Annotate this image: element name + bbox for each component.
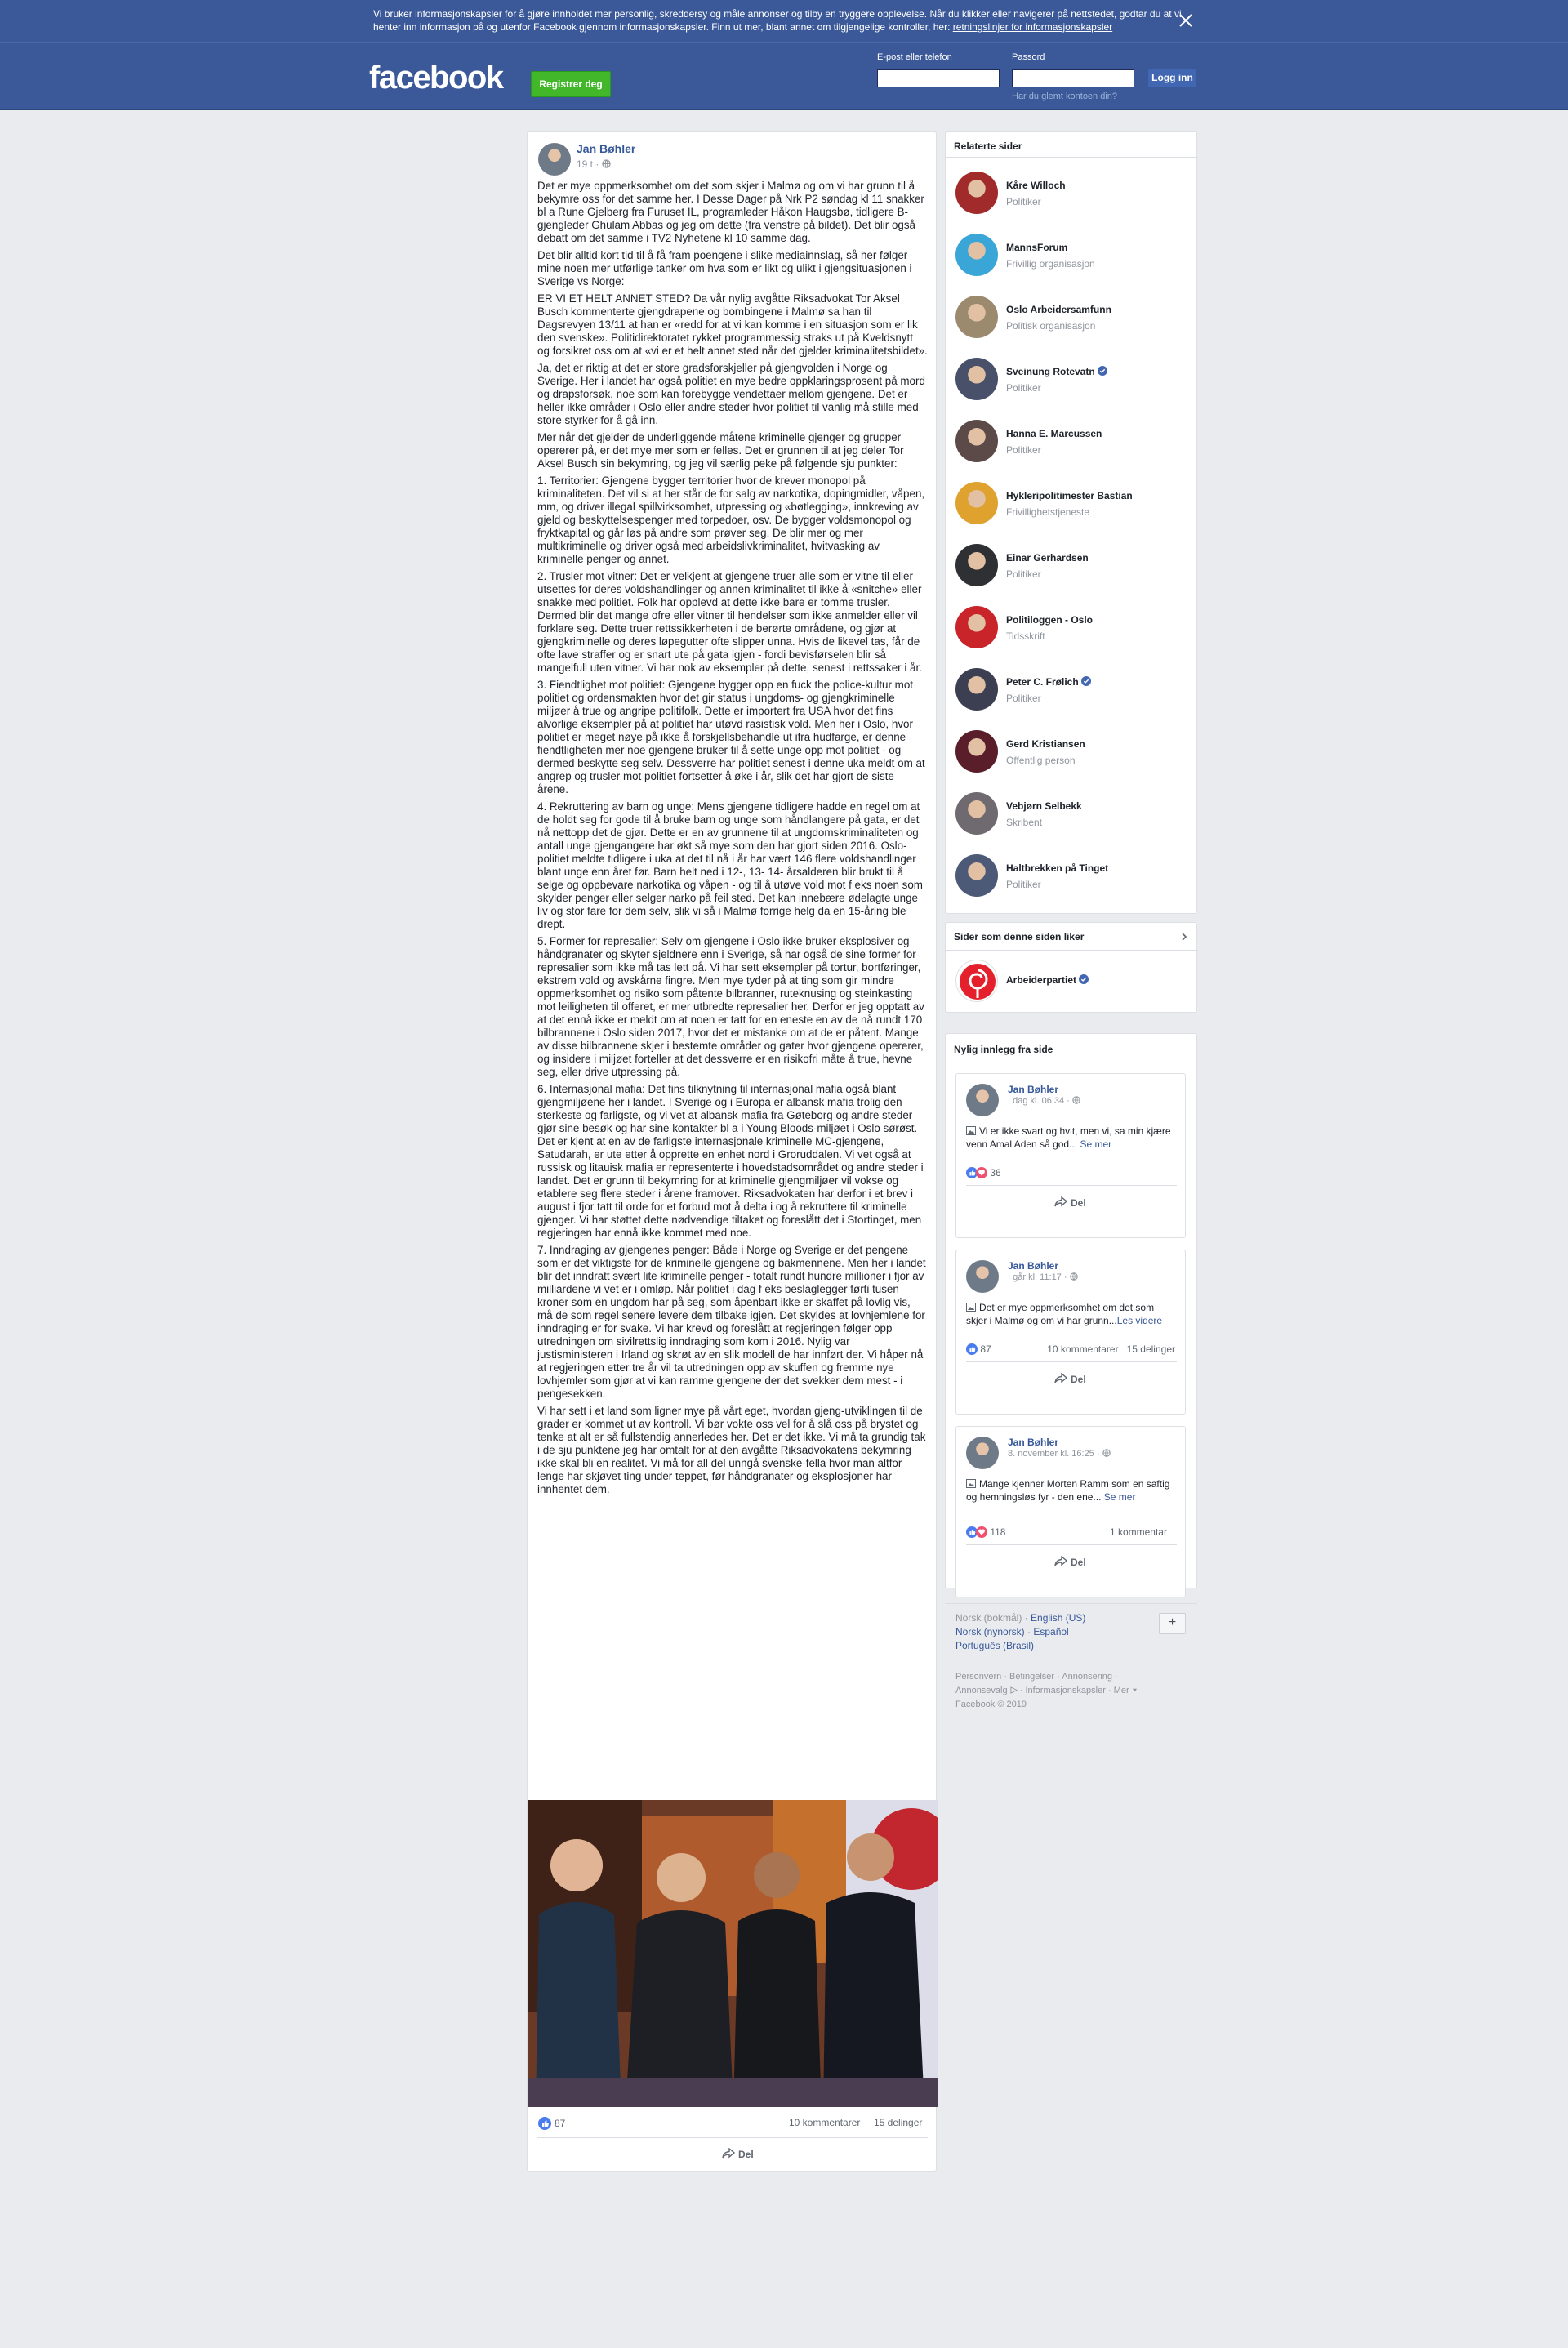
language-option[interactable]: English (US) bbox=[1031, 1612, 1086, 1624]
related-page-name[interactable]: Vebjørn Selbekk bbox=[1006, 800, 1082, 812]
password-field[interactable] bbox=[1012, 69, 1134, 87]
related-page-name[interactable]: MannsForum bbox=[1006, 242, 1068, 253]
share-count[interactable]: 15 delinger bbox=[874, 2117, 923, 2128]
related-page-category: Politiker bbox=[1006, 196, 1041, 207]
image-icon bbox=[966, 1479, 976, 1488]
related-page-category: Frivillig organisasjon bbox=[1006, 258, 1095, 270]
post-paragraph: Mer når det gjelder de underliggende måtene kriminelle gjenger og grupper opererer på, er det mye mer som er felles. Det er grunnen til at jeg deler Tor Aksel Busch sin bekymring, og jeg vil særlig peke på følgende sju punkter: bbox=[537, 431, 904, 470]
main-post bbox=[527, 131, 937, 2172]
liked-pages-panel bbox=[945, 922, 1197, 1013]
related-page-item[interactable] bbox=[956, 792, 1192, 841]
globe-icon bbox=[1070, 1272, 1078, 1281]
post-text bbox=[537, 180, 928, 1500]
reaction-count[interactable]: 118 bbox=[966, 1526, 1005, 1538]
share-icon bbox=[1054, 1373, 1067, 1384]
related-page-item[interactable] bbox=[956, 606, 1192, 655]
related-page-name[interactable]: Haltbrekken på Tinget bbox=[1006, 862, 1109, 874]
related-page-name[interactable]: Peter C. Frølich bbox=[1006, 676, 1091, 688]
footer-link[interactable]: Betingelser bbox=[1009, 1672, 1055, 1682]
related-page-item[interactable] bbox=[956, 172, 1192, 221]
post-paragraph: Vi har sett i et land som ligner mye på vårt eget, hvordan gjeng-utviklingen til de grader er kommet ut av kontroll. Vi bør vokte oss vel for å slå oss på brystet og tenke at alt er så fullstendig annerledes her. Det er det ikke. Vi må ta grundig tak i de sju punktene jeg har omtalt for at den avgåtte Riksadvokatens bekymring ikke skal bli en realitet. Vi må for all del unngå svenske-fella hvor man altfor lenge har skjøvet ting under teppet, før håndgranater og eksplosjoner har innhentet dem. bbox=[537, 1405, 926, 1495]
liked-pages-title[interactable]: Sider som denne siden liker bbox=[954, 931, 1085, 942]
comment-count[interactable]: 10 kommentarer bbox=[789, 2117, 861, 2128]
post-author[interactable]: Jan Bøhler bbox=[577, 142, 636, 155]
recent-post-author[interactable]: Jan Bøhler bbox=[1008, 1260, 1059, 1272]
related-page-item[interactable] bbox=[956, 482, 1192, 531]
chevron-right-icon[interactable] bbox=[1179, 932, 1189, 942]
top-bar bbox=[0, 43, 1568, 110]
recent-post-time[interactable]: I går kl. 11:17 · bbox=[1008, 1272, 1078, 1282]
related-page-name[interactable]: Kåre Willoch bbox=[1006, 180, 1066, 191]
divider bbox=[966, 1361, 1177, 1362]
share-icon bbox=[1054, 1196, 1067, 1208]
avatar[interactable] bbox=[956, 358, 998, 400]
see-more-link[interactable]: Les videre bbox=[1116, 1315, 1163, 1326]
related-page-name[interactable]: Gerd Kristiansen bbox=[1006, 738, 1085, 750]
recent-post-time[interactable]: I dag kl. 06:34 · bbox=[1008, 1096, 1080, 1106]
related-page-category: Skribent bbox=[1006, 817, 1043, 828]
related-page-name[interactable]: Sveinung Rotevatn bbox=[1006, 366, 1107, 377]
avatar[interactable] bbox=[956, 172, 998, 214]
language-option[interactable]: Español bbox=[1033, 1626, 1069, 1637]
related-page-category: Politisk organisasjon bbox=[1006, 320, 1096, 332]
related-page-category: Tidsskrift bbox=[1006, 630, 1045, 642]
recent-post-card bbox=[956, 1073, 1186, 1238]
avatar[interactable] bbox=[956, 420, 998, 462]
rose-logo-icon bbox=[956, 960, 998, 1002]
related-page-item[interactable] bbox=[956, 296, 1192, 345]
related-page-name[interactable]: Hanna E. Marcussen bbox=[1006, 428, 1102, 439]
photo-illustration bbox=[528, 1800, 938, 2107]
globe-icon bbox=[602, 159, 611, 168]
verified-icon bbox=[1098, 366, 1107, 376]
post-paragraph: 3. Fiendtlighet mot politiet: Gjengene bygger opp en fuck the police-kultur mot politiet og ordensmakten hvor det gir status i ungdoms- og gjengkriminelle miljøer å true og angripe politifolk. Dette er importert fra USA hvor det fins alvorlige eksempler på at politiet har utøvd rasistisk vold. Men her i Oslo, hvor politiet er meget nøye på ikke å forskjellsbehandle ut ifra hudfarge, er denne fiendtligheten mer noe gjengene bruker til å sette unge opp mot politiet - og dermed beskytte seg selv. Dessverre har politiet senest i denne uka meldt om at angrep og trusler mot politiet fortsetter å øke i år, slik det har gjort de siste årene. bbox=[537, 679, 925, 795]
footer: Personvern · Betingelser · Annonsering · Annonsevalg · Informasjonskapsler · Mer Facebook © 2019 bbox=[956, 1670, 1192, 1712]
share-icon bbox=[722, 2148, 735, 2159]
post-time[interactable]: 19 t · bbox=[577, 158, 611, 170]
engagement-counts[interactable]: 10 kommentarer 15 delinger bbox=[1047, 1343, 1175, 1355]
post-paragraph: 6. Internasjonal mafia: Det fins tilknytning til internasjonal mafia også blant gjengmiljøene her i landet. I Sverige og i Europa er albansk mafia trolig den sterkeste og farligste, og vi vet at albansk mafia fra Gøteborg og andre steder gjør sine besøk og har sine kontakter bl a i Young Bloods-miljøet i Oslo sørøst. Det er kjent at en av de farligste internasjonale kriminelle MC-gjengene, Satudarah, er ute etter å opprette en enhet nord i Groruddalen. Vi vet også at russisk og litauisk mafia er representerte i hovedstadsområdet og andre steder i landet. Det er grunn til bekymring for at kriminelle gjengmiljøer vil vokse og etablere seg flere steder i årene framover. Riksadvokaten har derfor i et brev i august i fjor tatt til orde for et forbud mot å delta i og å rekruttere til kriminelle gjenger. Vi har støttet dette nødvendige tiltaket og foreslått det i Stortinget, men regjeringen har ennå ikke kommet med noe. bbox=[537, 1083, 924, 1239]
avatar[interactable] bbox=[966, 1437, 999, 1469]
related-page-item[interactable] bbox=[956, 730, 1192, 779]
post-paragraph: 7. Inndraging av gjengenes penger: Både i Norge og Sverige er det pengene som er det viktigste for de kriminelle gjengene og bakmennene. Men her i landet blir det inndratt svært lite kriminelle penger - totalt rundt hundre millioner i fjor av milliardene vi vet er i omløp. Når politiet i dag f eks beslaglegger førti tusen kroner som en ungdom har på seg, som åpenbart ikke er skaffet på lovlig vis, må de som regel senere levere dem tilbake igjen. Det skyldes at lovhjemlene for inndraging er for svake. Vi har krevd og foreslått at regjeringen følger opp utredningen om sivilrettslig inndraging som kom i 2016. Nylig var justisministeren i Irland og skrøt av en slik modell de har innført der. Vi håper nå at regjeringen etter tre år vil ta utredningen opp av skuffen og fremme nye lovhjemler som gjør at vi kan ramme gjengene der det svekker dem mest - i pengesekken. bbox=[537, 1244, 926, 1400]
divider bbox=[966, 1185, 1177, 1186]
add-language-button[interactable]: + bbox=[1159, 1613, 1186, 1634]
related-page-item[interactable] bbox=[956, 358, 1192, 407]
footer-link[interactable]: Annonsevalg bbox=[956, 1686, 1018, 1695]
cookie-policy-link[interactable]: retningslinjer for informasjonskapsler bbox=[952, 21, 1113, 33]
related-page-category: Politiker bbox=[1006, 693, 1041, 704]
cookie-text: Vi bruker informasjonskapsler for å gjøre innholdet mer personlig, skreddersy og måle annonser og tilby en tryggere opplevelse. Når du klikker eller navigerer på nettstedet, godtar du at vi henter inn informasjon på og utenfor Facebook gjennom informasjonskapsler. Finn ut mer, blant annet om tilgjengelige kontroller, her: retningslinjer for informasjonskapsler bbox=[373, 8, 1182, 33]
share-icon bbox=[1054, 1556, 1067, 1567]
like-reaction-icon bbox=[966, 1343, 978, 1355]
see-more-link[interactable]: Se mer bbox=[1077, 1138, 1112, 1150]
divider bbox=[945, 1603, 1197, 1604]
verified-icon bbox=[1081, 676, 1091, 686]
avatar[interactable] bbox=[956, 960, 998, 1002]
liked-page-item[interactable] bbox=[956, 960, 1192, 1009]
login-button[interactable]: Logg inn bbox=[1147, 69, 1197, 87]
post-paragraph: Det blir alltid kort tid til å få fram poengene i slike mediainnslag, så her følger mine noen mer utførlige tanker om hva som er likt og ulikt i gjengsituasjonen i Sverige vs Norge: bbox=[537, 249, 912, 287]
engagement-counts[interactable] bbox=[1167, 1167, 1175, 1178]
divider bbox=[966, 1544, 1177, 1545]
related-page-category: Politiker bbox=[1006, 444, 1041, 456]
verified-icon bbox=[1079, 974, 1089, 984]
related-pages-panel bbox=[945, 131, 1197, 914]
recent-post-author[interactable]: Jan Bøhler bbox=[1008, 1437, 1059, 1448]
footer-link[interactable]: Annonsering bbox=[1062, 1672, 1113, 1682]
reaction-count[interactable]: 87 bbox=[966, 1343, 991, 1355]
related-page-item[interactable] bbox=[956, 854, 1192, 903]
post-paragraph: 4. Rekruttering av barn og unge: Mens gjengene tidligere hadde en regel om at de holdt seg for gode til å bruke barn og unge som håndlangere på gata, er det nå nettopp det de gjør. Dette er en av grunnene til at ungdomskriminaliteten og antall unge gjengangere har økt så mye som den har gjort siden 2016. Oslo-politiet meldte tidligere i uka at det til nå i år har vært 146 flere voldshandlinger blant unge enn året før. Barn helt ned i 12-, 13- 14- årsalderen blir brukt til å selge og oppbevare narkotika og våpen - og til å utøve vold mot f eks noen som skylder penger eller selger narko på feil sted. Det kan innebære ødelagte unge liv og stor fare for dem selv, slik vi så i Malmø forrige helg da en 15-åring ble drept. bbox=[537, 800, 923, 930]
divider bbox=[946, 950, 1198, 951]
related-page-name[interactable]: Hykleripolitimester Bastian bbox=[1006, 490, 1133, 501]
avatar[interactable] bbox=[956, 296, 998, 338]
liked-page-name[interactable]: Arbeiderpartiet bbox=[1006, 974, 1089, 986]
image-icon bbox=[966, 1303, 976, 1312]
avatar[interactable] bbox=[538, 143, 571, 176]
recent-posts-title: Nylig innlegg fra side bbox=[954, 1044, 1054, 1055]
avatar[interactable] bbox=[956, 792, 998, 835]
avatar[interactable] bbox=[956, 730, 998, 773]
language-panel bbox=[945, 1603, 1197, 1664]
copyright: Facebook © 2019 bbox=[956, 1700, 1027, 1709]
close-icon[interactable] bbox=[1176, 11, 1196, 30]
recent-post-text: Vi er ikke svart og hvit, men vi, sa min kjære venn Amal Aden så god... Se mer bbox=[966, 1125, 1171, 1150]
divider bbox=[946, 157, 1198, 158]
footer-link[interactable]: Informasjonskapsler bbox=[1025, 1686, 1106, 1695]
love-reaction-icon bbox=[976, 1167, 987, 1178]
related-pages-title: Relaterte sider bbox=[954, 140, 1022, 152]
post-paragraph: Det er mye oppmerksomhet om det som skjer i Malmø og om vi har grunn til å bekymre oss for det samme her. I Desse Dager på Nrk P2 søndag kl 11 snakker bl a Rune Gjelberg fra Furuset IL, programleder Håkon Haugsbø, tidligere B-gjengleder Ghulam Abbas og jeg om dette (fra venstre på bildet). Det blir også debatt om det samme i TV2 Nyhetene kl 10 samme dag. bbox=[537, 180, 924, 244]
avatar[interactable] bbox=[956, 606, 998, 648]
related-page-name[interactable]: Einar Gerhardsen bbox=[1006, 552, 1089, 564]
recent-post-time[interactable]: 8. november kl. 16:25 · bbox=[1008, 1449, 1111, 1459]
avatar[interactable] bbox=[956, 854, 998, 897]
recent-post-author[interactable]: Jan Bøhler bbox=[1008, 1084, 1059, 1095]
avatar[interactable] bbox=[966, 1084, 999, 1116]
avatar[interactable] bbox=[956, 482, 998, 524]
post-paragraph: ER VI ET HELT ANNET STED? Da vår nylig avgåtte Riksadvokat Tor Aksel Busch kommenterte gjengdrapene og bombingene i Malmø sa han til Dagsrevyen 13/11 at han er «redd for at vi kan komme i en situasjon som er lik den svenske». Politidirektoratet rykket programmessig straks ut på Kveldsnytt og forsikret oss om at «vi er et helt annet sted når det gjelder kriminalitetsbildet». bbox=[537, 292, 928, 357]
share-button[interactable]: Del bbox=[722, 2148, 754, 2160]
see-more-link[interactable]: Se mer bbox=[1101, 1491, 1136, 1503]
related-page-item[interactable] bbox=[956, 234, 1192, 283]
avatar[interactable] bbox=[966, 1260, 999, 1293]
footer-link[interactable]: Mer bbox=[1113, 1686, 1129, 1695]
love-reaction-icon bbox=[976, 1526, 987, 1538]
register-button[interactable]: Registrer deg bbox=[531, 71, 611, 97]
reaction-count[interactable]: 87 bbox=[538, 2117, 565, 2130]
avatar[interactable] bbox=[956, 544, 998, 586]
recent-post-text: Det er mye oppmerksomhet om det som skjer i Malmø og om vi har grunn...Les videre bbox=[966, 1302, 1163, 1326]
password-label: Passord bbox=[1012, 52, 1045, 62]
globe-icon bbox=[1102, 1449, 1111, 1457]
share-button[interactable]: Del bbox=[1054, 1373, 1086, 1385]
email-field[interactable] bbox=[877, 69, 1000, 87]
post-photo[interactable] bbox=[528, 1800, 938, 2107]
language-option[interactable]: Norsk (nynorsk) bbox=[956, 1626, 1025, 1637]
caret-down-icon bbox=[1132, 1687, 1138, 1693]
like-reaction-icon bbox=[538, 2117, 551, 2130]
share-button[interactable]: Del bbox=[1054, 1196, 1086, 1209]
language-option[interactable]: Português (Brasil) bbox=[956, 1640, 1035, 1651]
language-current: Norsk (bokmål) bbox=[956, 1612, 1022, 1624]
related-page-category: Politiker bbox=[1006, 382, 1041, 394]
related-page-item[interactable] bbox=[956, 420, 1192, 469]
adchoices-icon bbox=[1010, 1686, 1018, 1694]
engagement-counts[interactable]: 1 kommentar bbox=[1109, 1526, 1167, 1538]
reaction-count[interactable]: 36 bbox=[966, 1167, 1001, 1178]
related-page-item[interactable] bbox=[956, 668, 1192, 717]
image-icon bbox=[966, 1126, 976, 1135]
footer-link[interactable]: Personvern bbox=[956, 1672, 1002, 1682]
related-page-category: Politiker bbox=[1006, 568, 1041, 580]
related-page-category: Frivillighetstjeneste bbox=[1006, 506, 1090, 518]
cookie-banner bbox=[0, 0, 1568, 43]
language-list: Norsk (bokmål) · English (US) Norsk (nynorsk) · Español Português (Brasil) bbox=[956, 1612, 1086, 1651]
post-paragraph: 2. Trusler mot vitner: Det er velkjent at gjengene truer alle som er vitne til eller utsettes for deres voldshandlinger og annen kriminalitet til ikke å «snitche» eller snakke med politiet. Folk har opplevd at dette ikke bare er tomme trusler. Dermed blir det mange ofre eller vitner til hendelser som ikke anmelder eller vil forklare seg. Dette truer rettssikkerheten i de berørte områdene, og gjør at gjengkriminelle og deres løpegutter ofte slipper unna. Hvis de likevel tas, får de ofte lave straffer og er snart ute på gata igjen - fordi bevisførselen blir så mangelfull uten vitner. Vi har nok av eksempler på dette, senest i rettssaker i år. bbox=[537, 570, 922, 674]
recent-post-card bbox=[956, 1250, 1186, 1415]
recent-post-text: Mange kjenner Morten Ramm som en saftig og hemningsløs fyr - den ene... Se mer bbox=[966, 1478, 1170, 1503]
share-button[interactable]: Del bbox=[1054, 1556, 1086, 1568]
forgot-account-link[interactable]: Har du glemt kontoen din? bbox=[1012, 91, 1118, 101]
related-page-item[interactable] bbox=[956, 544, 1192, 593]
recent-posts-panel bbox=[945, 1033, 1197, 1588]
facebook-logo[interactable]: facebook bbox=[369, 60, 503, 96]
avatar[interactable] bbox=[956, 234, 998, 276]
related-page-category: Offentlig person bbox=[1006, 755, 1076, 766]
post-paragraph: 1. Territorier: Gjengene bygger territorier hvor de krever monopol på kriminaliteten. Det vil si at her står de for salg av narkotika, dopingmidler, våpen, mm, og driver illegal spillvirksomhet, utpressing og «bøtlegging», innkreving av gjeld og beskyttelsespenger med torpedoer, osv. De bygger voldsmonopol og fryktkapital og går løs på andre som prøver seg. De blir mer og mer multikriminelle og driver også med arbeidslivkriminalitet, hvitvasking av kriminelle penger og annet. bbox=[537, 475, 925, 565]
divider bbox=[537, 2137, 928, 2138]
avatar[interactable] bbox=[956, 668, 998, 711]
post-paragraph: Ja, det er riktig at det er store gradsforskjeller på gjengvolden i Norge og Sverige. Her i landet har også politiet en mye bedre oppklaringsprosent på mord og drapsforsøk, noe som kan forebygge vendettaer mellom gjengene. Det er heller ikke områder i Oslo eller andre steder hvor politiet til vanlig må stille med store styrker for å gå inn. bbox=[537, 362, 925, 426]
recent-post-card bbox=[956, 1426, 1186, 1597]
email-label: E-post eller telefon bbox=[877, 52, 952, 62]
related-page-category: Politiker bbox=[1006, 879, 1041, 890]
related-page-name[interactable]: Politiloggen - Oslo bbox=[1006, 614, 1093, 626]
globe-icon bbox=[1072, 1096, 1080, 1104]
post-paragraph: 5. Former for represalier: Selv om gjengene i Oslo ikke bruker eksplosiver og håndgranater og skyter sjeldnere enn i Sverige, så har også de sine former for represalier som ikke må tas lett på. Vi har sett eksempler på tortur, bortføringer, ekstrem vold og avskårne fingre. Men mye tyder på at ting som gir mindre oppmerksomhet og risiko som påtente bilbranner, ruteknusing og steinkasting mot leiligheten til offeret, er mer utbredte represalier her. Derfor er jeg opptatt av at det ennå ikke er meldt om at noen er tatt for en eneste en av de nå rundt 170 bilbrannene i Oslo siden 2017, hvor det er mistanke om at de er påtent. Mange av disse bilbrannene skjer i bestemte områder og gater hvor gjengene opererer, og insidere i miljøet forteller at det dessverre er en risikofri måte å true, hevne seg, eller drive utpressing på. bbox=[537, 935, 924, 1078]
related-page-name[interactable]: Oslo Arbeidersamfunn bbox=[1006, 304, 1111, 315]
